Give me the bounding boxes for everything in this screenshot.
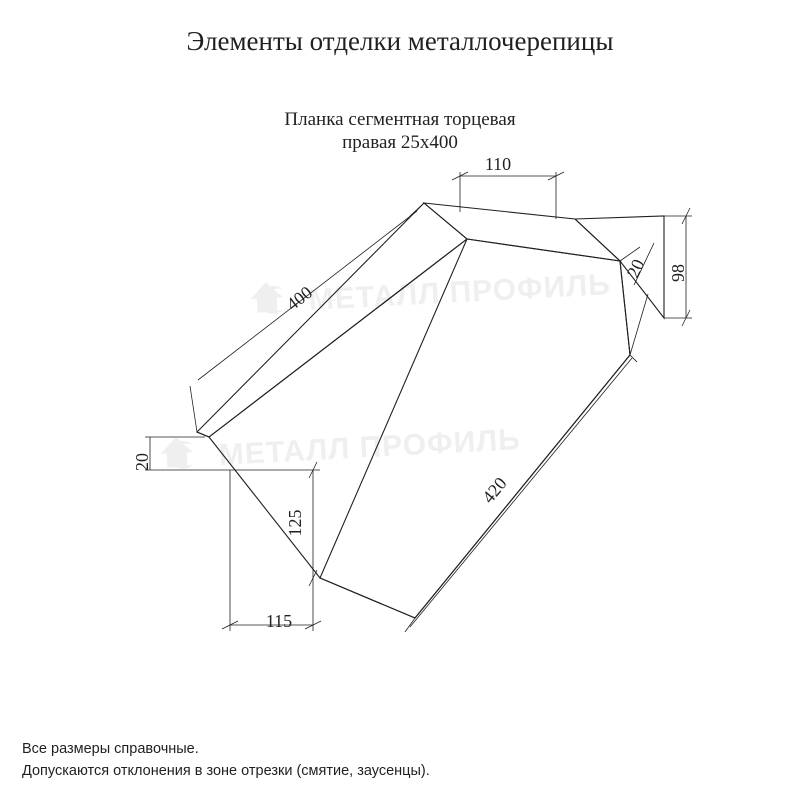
edge-bottom (320, 578, 415, 618)
edge-right-long (415, 355, 630, 618)
dimension-label-20-left: 20 (132, 453, 152, 471)
part-outline (197, 203, 664, 618)
dimension-label-420: 420 (478, 473, 511, 507)
extline-20r-b (630, 294, 648, 355)
footnote-line-2: Допускаются отклонения в зоне отрезки (смятие, заусенцы). (22, 763, 430, 779)
footnote-line-1: Все размеры справочные. (22, 741, 199, 757)
dimension-label-400: 400 (282, 282, 317, 315)
dimension-labels (132, 154, 688, 631)
page-title: Элементы отделки металлочерепицы (186, 26, 614, 56)
dimension-label-115: 115 (265, 611, 293, 631)
dimension-label-110: 110 (484, 154, 512, 174)
face-top-flange (197, 203, 467, 437)
extline-420-b (405, 618, 415, 632)
product-name-line2: правая 25х400 (342, 132, 458, 153)
dimline-420 (410, 358, 632, 627)
extline-420-a (630, 355, 637, 362)
watermark-text: МЕТАЛЛ ПРОФИЛЬ (308, 268, 612, 317)
dimension-label-98: 98 (668, 264, 688, 282)
dimension-label-125: 125 (285, 509, 305, 537)
face-right-end-block (575, 216, 664, 318)
extline-400-b (190, 386, 197, 432)
face-top-right-end (424, 203, 620, 261)
dimension-label-20-right: 20 (622, 256, 649, 281)
edge-left-small (197, 432, 209, 437)
extline-400-a (410, 203, 424, 216)
watermark-group (160, 264, 612, 475)
watermark-bottom (160, 419, 522, 475)
fold-line-diagonal (209, 239, 467, 437)
footnotes (22, 738, 722, 782)
watermark-text-2: МЕТАЛЛ ПРОФИЛЬ (218, 423, 522, 472)
product-name-line1: Планка сегментная торцевая (284, 109, 516, 130)
